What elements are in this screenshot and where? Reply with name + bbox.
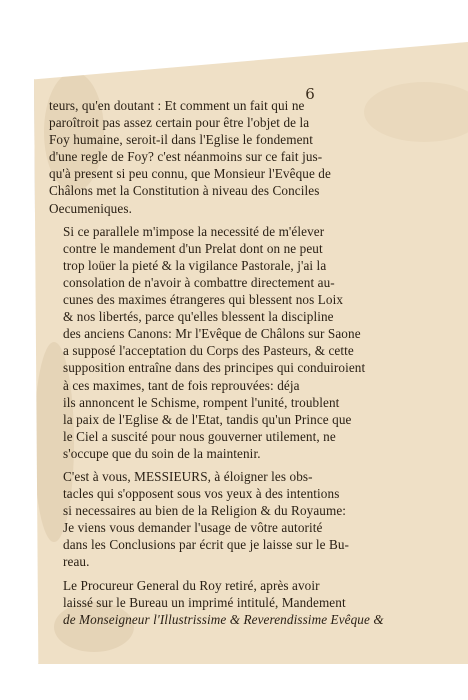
text-line: Je viens vous demander l'usage de vôtre autorité — [63, 520, 323, 536]
paragraph — [49, 223, 459, 462]
text-line: reau. — [63, 554, 90, 570]
text-line: qu'à present si peu connu, que Monsieur l'Evêque de — [49, 166, 331, 182]
body-text — [49, 97, 459, 634]
text-line: Oecumeniques. — [49, 200, 132, 216]
text-line: consolation de n'avoir à combattre directement au- — [63, 274, 335, 290]
text-line: dans les Conclusions par écrit que je laisse sur le Bu- — [63, 537, 350, 553]
paragraph — [49, 577, 459, 628]
text-line: Foy humaine, seroit-il dans l'Eglise le fondement — [49, 132, 314, 148]
paragraph — [49, 468, 459, 571]
text-line: le Ciel a suscité pour nous gouverner utilement, ne — [63, 428, 336, 444]
text-line: d'une regle de Foy? c'est néanmoins sur ce fait jus- — [49, 149, 323, 165]
text-line: des anciens Canons: Mr l'Evêque de Châlons sur Saone — [63, 326, 361, 342]
text-line: contre le mandement d'un Prelat dont on ne peut — [63, 240, 323, 256]
paragraph — [49, 97, 459, 217]
text-line: Si ce parallele m'impose la necessité de m'élever — [63, 223, 325, 239]
text-line: la paix de l'Eglise & de l'Etat, tandis qu'un Prince que — [63, 411, 352, 427]
text-line: tacles qui s'opposent sous vos yeux à des intentions — [63, 486, 340, 502]
text-line: a supposé l'acceptation du Corps des Pasteurs, & cette — [63, 343, 354, 359]
text-line: trop loüer la pieté & la vigilance Pastorale, j'ai la — [63, 257, 327, 273]
text-line: & nos libertés, parce qu'elles blessent la discipline — [63, 309, 334, 325]
text-line: Châlons met la Constitution à niveau des Conciles — [49, 183, 320, 199]
text-line: C'est à vous, MESSIEURS, à éloigner les obs- — [63, 468, 313, 484]
text-line: s'occupe que du soin de la maintenir. — [63, 445, 261, 461]
text-line: à ces maximes, tant de fois reprouvées: déja — [63, 377, 300, 393]
text-line: si necessaires au bien de la Religion & du Royaume: — [63, 503, 347, 519]
text-line: paroîtroit pas assez certain pour être l'objet de la — [49, 115, 310, 131]
text-line: teurs, qu'en doutant : Et comment un fait qui ne — [49, 98, 305, 113]
text-line: supposition entraîne dans des principes qui conduiroient — [63, 360, 366, 376]
text-line: de Monseigneur l'Illustrissime & Reverendissime Evêque & — [63, 611, 384, 627]
text-line: Le Procureur General du Roy retiré, après avoir — [63, 577, 320, 593]
text-line: laissé sur le Bureau un imprimé intitulé, Mandement — [63, 594, 346, 610]
page-number: 6 — [305, 85, 315, 103]
text-line: ils annoncent le Schisme, rompent l'unité, troublent — [63, 394, 340, 410]
text-line: cunes des maximes étrangeres qui blessent nos Loix — [63, 292, 344, 308]
